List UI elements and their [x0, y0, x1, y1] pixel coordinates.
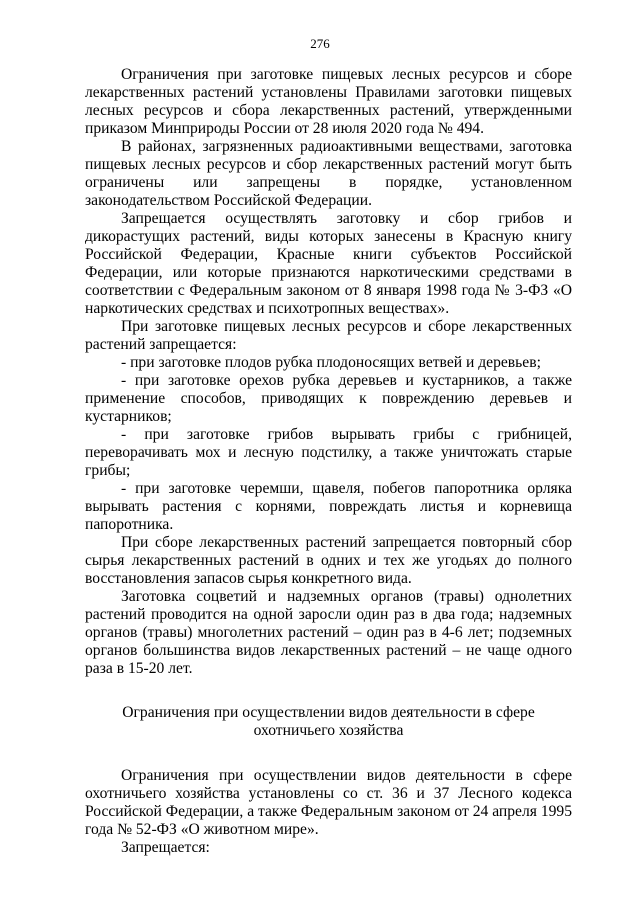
list-item: - при заготовке плодов рубка плодоносящих ветвей и деревьев; — [121, 354, 541, 371]
paragraph: Запрещается осуществлять заготовку и сбор грибов и дикорастущих растений, виды которых занесены в Красную книгу Российской Федерации, Красные книги субъектов Российской Федерации, или которые признаются наркотическими средствами в соответствии с Федеральным законом от 8 января 1998 года № 3-ФЗ «О наркотических средствах и психотропных веществах». — [85, 210, 572, 317]
list-item: - при заготовке грибов вырывать грибы с грибницей, переворачивать мох и лесную подстилку, а также уничтожать старые грибы; — [85, 426, 572, 479]
paragraph: Ограничения при заготовке пищевых лесных ресурсов и сборе лекарственных растений установлены Правилами заготовки пищевых лесных ресурсов и сбора лекарственных растений, утвержденными приказом Минприроды России от 28 июля 2020 года № 494. — [85, 66, 572, 137]
list-item: - при заготовке черемши, щавеля, побегов папоротника орляка вырывать растения с корнями, повреждать листья и корневища папоротника. — [85, 480, 572, 533]
paragraph: Заготовка соцветий и надземных органов (травы) однолетних растений проводится на одной заросли один раз в два года; надземных органов (травы) многолетних растений – один раз в 4-6 лет; подземных органов большинства видов лекарственных растений – не чаще одного раза в 15-20 лет. — [85, 588, 572, 677]
page-number: 276 — [310, 36, 330, 51]
paragraph: Ограничения при осуществлении видов деятельности в сфере охотничьего хозяйства установлены со ст. 36 и 37 Лесного кодекса Российской Федерации, а также Федеральным законом от 24 апреля 1995 года № 52-ФЗ «О животном мире». — [85, 767, 573, 838]
paragraph: В районах, загрязненных радиоактивными веществами, заготовка пищевых лесных ресурсов и сбор лекарственных растений могут быть ограничены или запрещены в порядке, установленном законодательством Российской Федерации. — [85, 138, 572, 209]
paragraph: Запрещается: — [121, 839, 210, 856]
paragraph: При сборе лекарственных растений запрещается повторный сбор сырья лекарственных растений в одних и тех же угодьях до полного восстановления запасов сырья конкретного вида. — [85, 534, 572, 587]
document-body — [85, 66, 572, 857]
paragraph: При заготовке пищевых лесных ресурсов и сборе лекарственных растений запрещается: — [85, 318, 572, 353]
list-item: - при заготовке орехов рубка деревьев и кустарников, а также применение способов, приводящих к повреждению деревьев и кустарников; — [85, 372, 572, 425]
section-heading: Ограничения при осуществлении видов деятельности в сфере охотничьего хозяйства — [122, 704, 535, 739]
